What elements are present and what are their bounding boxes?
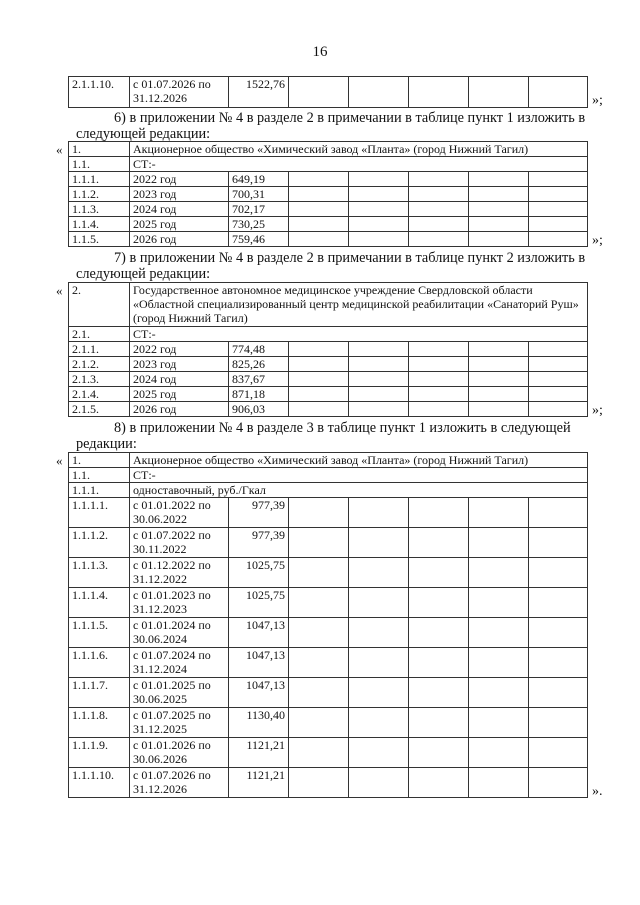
st-label: СТ:- [130, 327, 588, 342]
closing-quote: »; [592, 233, 603, 248]
section-7-lead: 7) [114, 250, 126, 266]
org-number: 1. [69, 453, 130, 468]
tariff-label: одноставочный, руб./Гкал [130, 483, 588, 498]
org-name: Государственное автономное медицинское учреждение Свердловской области «Областной специализированный центр медицинской реабилитации «Санаторий Руш» (город Нижний Тагил) [130, 283, 588, 327]
st-number: 1.1. [69, 157, 130, 172]
st-number: 1.1. [69, 468, 130, 483]
table-row: 1.1.1.10. с 01.07.2026 по 31.12.2026 1121,21 [69, 768, 588, 798]
section-8-table [68, 452, 588, 798]
opening-quote: « [56, 142, 63, 157]
st-label: СТ:- [130, 468, 588, 483]
table-row: 1.1.1.6. с 01.07.2024 по 31.12.2024 1047,13 [69, 648, 588, 678]
table-row: 1.1.1.3. с 01.12.2022 по 31.12.2022 1025,75 [69, 558, 588, 588]
table-row: 1.1.1.1. с 01.01.2022 по 30.06.2022 977,39 [69, 498, 588, 528]
closing-quote: »; [592, 403, 603, 418]
row-number: 2.1.1.10. [69, 77, 130, 108]
section-7-table [68, 282, 588, 417]
table-row: 1.1.2. 2023 год 700,31 [69, 187, 588, 202]
table-row: 1.1.1.8. с 01.07.2025 по 31.12.2025 1130,40 [69, 708, 588, 738]
table-row: 1.1.5. 2026 год 759,46 [69, 232, 588, 247]
tariff-number: 1.1.1. [69, 483, 130, 498]
section-8-body: в приложении № 4 в разделе 3 в таблице пункт 1 изложить в следующей редакции: [76, 420, 571, 452]
org-number: 1. [69, 142, 130, 157]
org-number: 2. [69, 283, 130, 327]
closing-quote: »; [592, 93, 603, 108]
top-table [68, 76, 588, 108]
closing-quote: ». [592, 784, 603, 799]
table-row: 1.1.1.5. с 01.01.2024 по 30.06.2024 1047,13 [69, 618, 588, 648]
st-label: СТ:- [130, 157, 588, 172]
table-row: 1.1.1.9. с 01.01.2026 по 30.06.2026 1121,21 [69, 738, 588, 768]
table-row: 1.1.3. 2024 год 702,17 [69, 202, 588, 217]
section-7-body: в приложении № 4 в разделе 2 в примечании в таблице пункт 2 изложить в следующей редакции: [76, 250, 586, 282]
table-row [69, 77, 588, 108]
table-row: 2.1.1. 2022 год 774,48 [69, 342, 588, 357]
section-6-body: в приложении № 4 в разделе 2 в примечании в таблице пункт 1 изложить в следующей редакции: [76, 110, 586, 142]
row-value: 1522,76 [229, 77, 289, 108]
section-8-text [76, 420, 608, 452]
table-row: 1.1.1. 2022 год 649,19 [69, 172, 588, 187]
section-8-lead: 8) [114, 420, 126, 436]
org-name: Акционерное общество «Химический завод «Планта» (город Нижний Тагил) [130, 453, 588, 468]
section-6-table [68, 141, 588, 247]
row-period: с 01.07.2026 по 31.12.2026 [130, 77, 229, 108]
table-row: 1.1.4. 2025 год 730,25 [69, 217, 588, 232]
page-number: 16 [312, 44, 328, 60]
section-7-text [76, 250, 608, 282]
table-row: 1.1.1.7. с 01.01.2025 по 30.06.2025 1047,13 [69, 678, 588, 708]
table-row: 2.1.5. 2026 год 906,03 [69, 402, 588, 417]
table-row: 2.1.4. 2025 год 871,18 [69, 387, 588, 402]
table-row: 1.1.1.4. с 01.01.2023 по 31.12.2023 1025,75 [69, 588, 588, 618]
section-6-text [76, 110, 608, 142]
st-number: 2.1. [69, 327, 130, 342]
table-row: 2.1.2. 2023 год 825,26 [69, 357, 588, 372]
table-row: 2.1.3. 2024 год 837,67 [69, 372, 588, 387]
table-row: 1.1.1.2. с 01.07.2022 по 30.11.2022 977,39 [69, 528, 588, 558]
section-6-lead: 6) [114, 110, 126, 126]
opening-quote: « [56, 283, 63, 298]
org-name: Акционерное общество «Химический завод «Планта» (город Нижний Тагил) [130, 142, 588, 157]
opening-quote: « [56, 453, 63, 468]
